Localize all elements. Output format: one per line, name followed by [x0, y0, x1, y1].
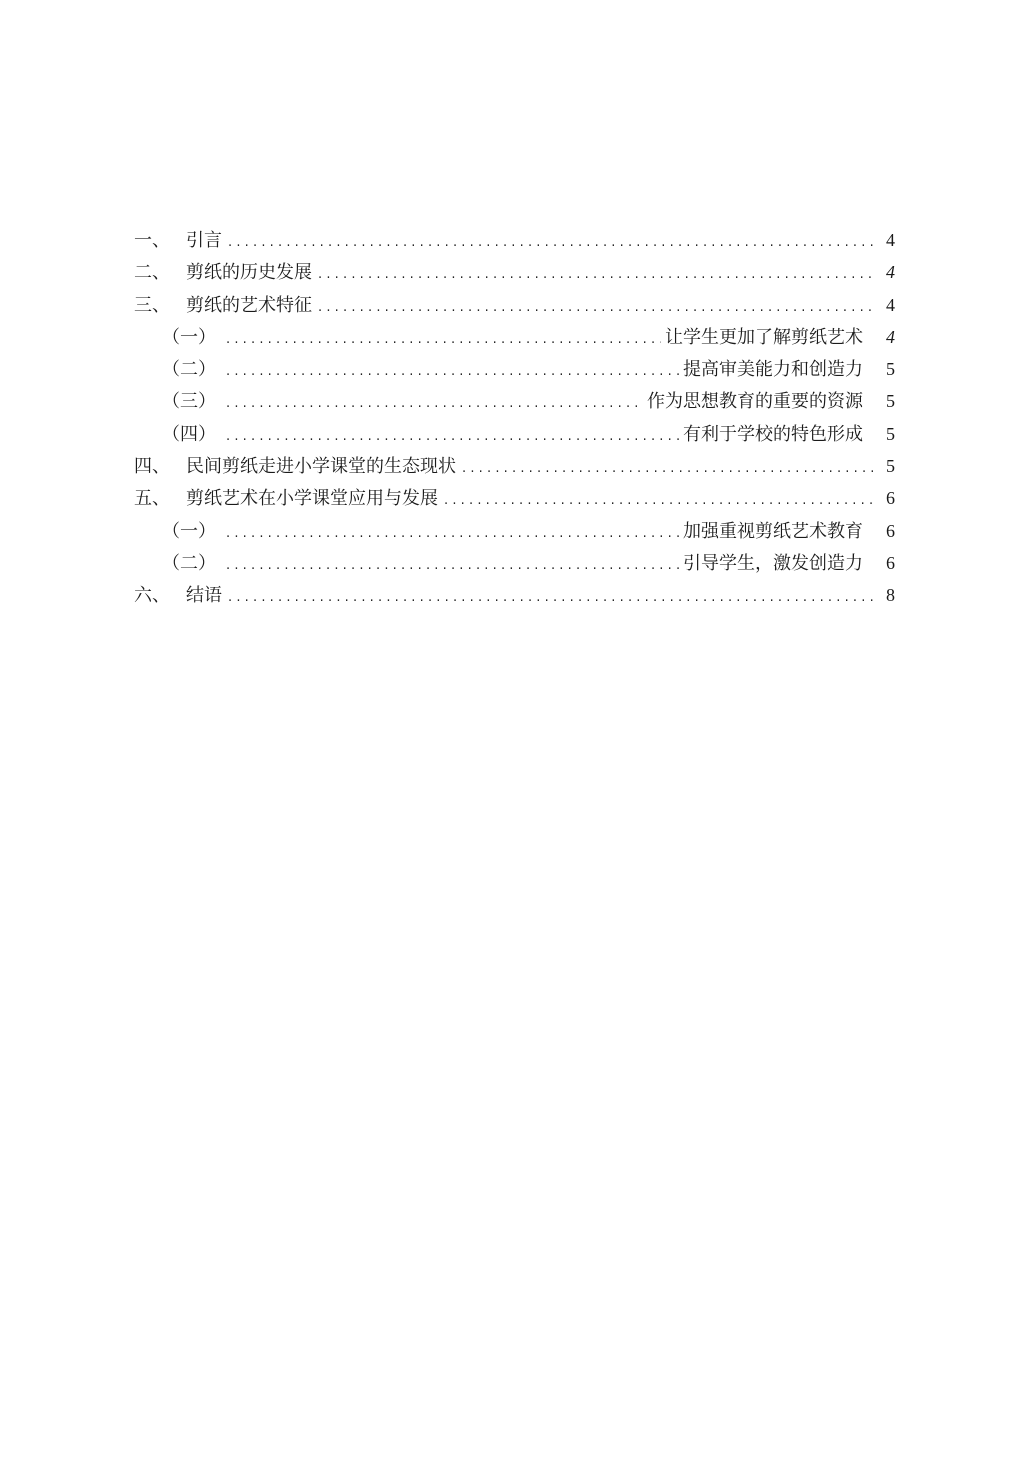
- toc-entry[interactable]: [134, 224, 895, 256]
- toc-entry-marker: （三）: [162, 391, 216, 413]
- toc-entry-title: 剪纸的历史发展: [186, 262, 312, 284]
- toc-subentry[interactable]: [134, 547, 895, 579]
- toc-entry-title: 有利于学校的特色形成: [683, 423, 863, 445]
- toc-entry-page-number: 5: [886, 456, 895, 477]
- toc-entry-title: 提高审美能力和创造力: [683, 359, 863, 381]
- dot-leader: [228, 582, 877, 614]
- dot-leader: [318, 259, 877, 291]
- toc-entry-page-number: 6: [886, 520, 895, 541]
- toc-entry-page-number: 4: [886, 294, 895, 315]
- dot-leader: [226, 421, 679, 453]
- toc-entry-marker: 二、: [134, 262, 170, 284]
- toc-entry[interactable]: [134, 482, 895, 514]
- toc-entry-title: 作为思想教育的重要的资源: [647, 391, 863, 413]
- toc-subentry[interactable]: [134, 353, 895, 385]
- toc-subentry[interactable]: [134, 515, 895, 547]
- toc-entry-marker: （一）: [162, 326, 216, 348]
- dot-leader: [462, 453, 877, 485]
- toc-subentry[interactable]: [134, 418, 895, 450]
- toc-entry-page-number: 5: [886, 423, 895, 444]
- dot-leader: [226, 324, 661, 356]
- toc-entry-marker: 四、: [134, 456, 170, 478]
- toc-entry[interactable]: [134, 579, 895, 611]
- dot-leader: [228, 227, 877, 259]
- toc-entry-page-number: 6: [886, 552, 895, 573]
- dot-leader: [226, 550, 679, 582]
- toc-entry-page-number: 6: [886, 488, 895, 509]
- toc-entry-marker: 一、: [134, 230, 170, 251]
- toc-entry-title: 让学生更加了解剪纸艺术: [665, 326, 863, 348]
- toc-entry-page-number: 8: [886, 585, 895, 606]
- dot-leader: [444, 485, 877, 517]
- toc-entry-marker: （一）: [162, 520, 216, 542]
- toc-entry[interactable]: [134, 256, 895, 288]
- dot-leader: [226, 388, 643, 420]
- toc-entry-page-number: 5: [886, 391, 895, 412]
- toc-entry-marker: 六、: [134, 585, 170, 607]
- toc-subentry[interactable]: [134, 385, 895, 417]
- toc-entry-title: 引导学生，激发创造力: [683, 552, 863, 574]
- toc-entry-marker: （二）: [162, 359, 216, 381]
- toc-subentry[interactable]: [134, 321, 895, 353]
- table-of-contents: [134, 224, 895, 612]
- toc-entry-marker: （四）: [162, 423, 216, 445]
- dot-leader: [226, 356, 679, 388]
- toc-entry-page-number: 5: [886, 359, 895, 380]
- dot-leader: [318, 292, 877, 324]
- dot-leader: [226, 518, 679, 550]
- toc-entry-page-number: 4: [886, 326, 895, 347]
- toc-entry-title: 引言: [186, 230, 222, 251]
- toc-entry-title: 结语: [186, 585, 222, 607]
- toc-entry-page-number: 4: [886, 230, 895, 250]
- toc-entry-title: 加强重视剪纸艺术教育: [683, 520, 863, 542]
- toc-entry-page-number: 4: [886, 262, 895, 283]
- toc-entry[interactable]: [134, 450, 895, 482]
- toc-entry-title: 剪纸的艺术特征: [186, 294, 312, 316]
- toc-entry-marker: 五、: [134, 488, 170, 510]
- toc-entry[interactable]: [134, 289, 895, 321]
- toc-entry-title: 民间剪纸走进小学课堂的生态现状: [186, 456, 456, 478]
- toc-entry-marker: （二）: [162, 552, 216, 574]
- toc-entry-marker: 三、: [134, 294, 170, 316]
- toc-entry-title: 剪纸艺术在小学课堂应用与发展: [186, 488, 438, 510]
